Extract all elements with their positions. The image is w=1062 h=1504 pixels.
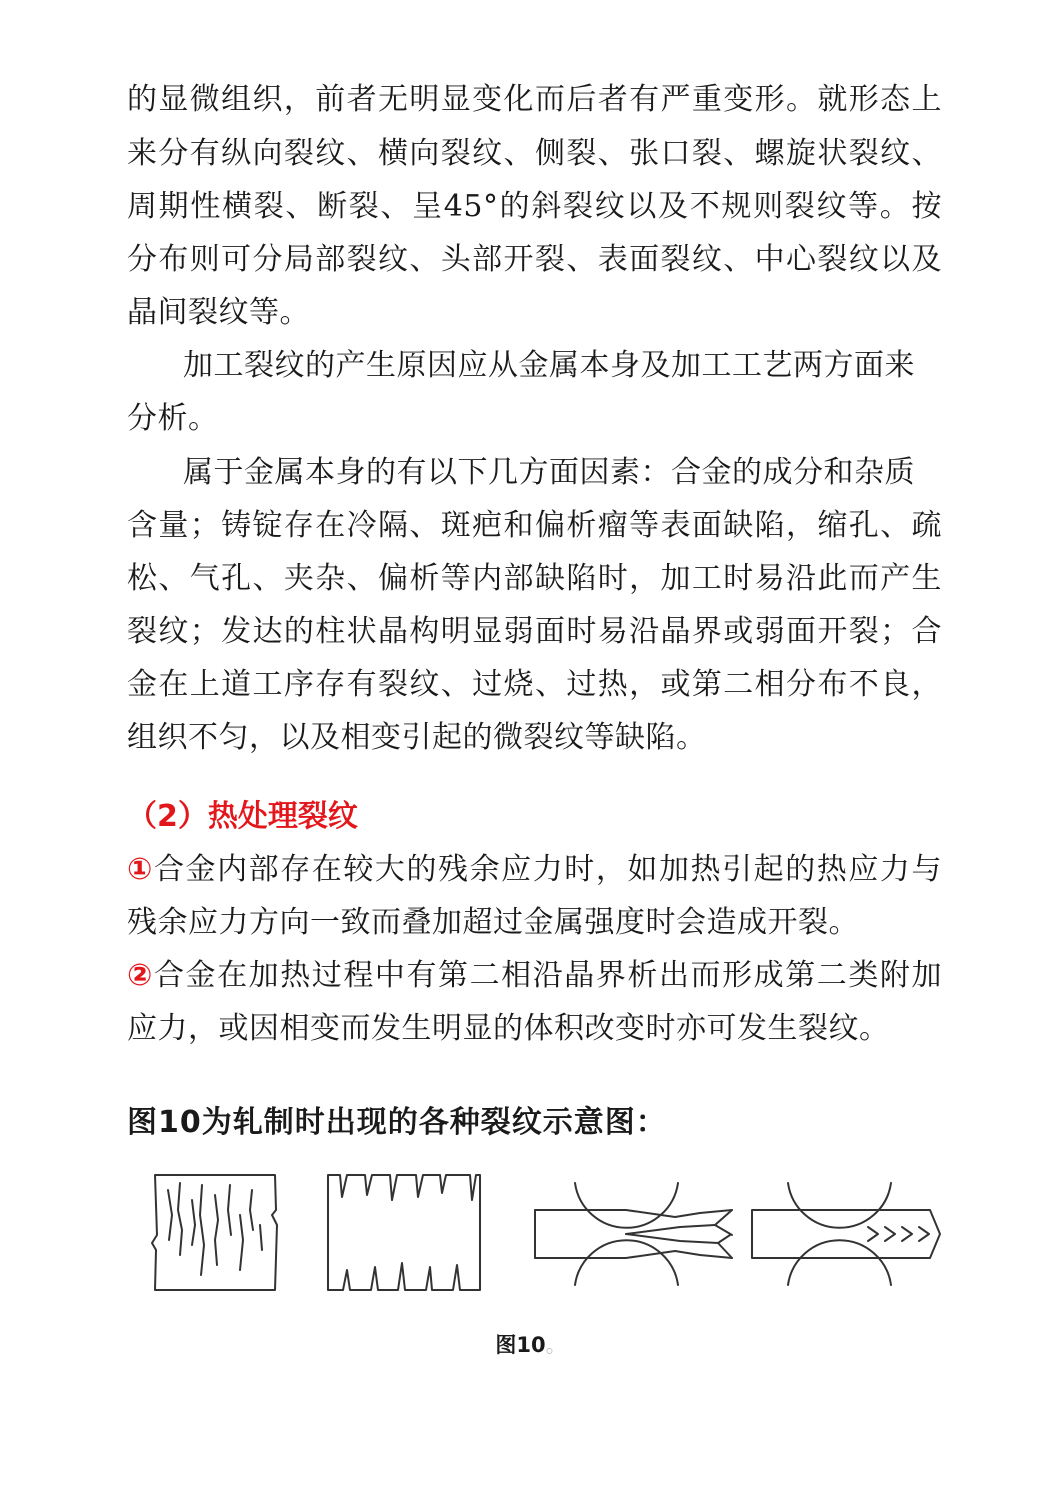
figure-intro: 图10为轧制时出现的各种裂纹示意图： bbox=[127, 1105, 667, 1140]
crack-diagram bbox=[140, 1155, 960, 1305]
paragraph-line: 组织不匀，以及相变引起的微裂纹等缺陷。 bbox=[127, 720, 707, 755]
list-item-2-line-1 bbox=[127, 958, 942, 994]
list-item-2-line-2: 应力，或因相变而发生明显的体积改变时亦可发生裂纹。 bbox=[127, 1011, 890, 1046]
paragraph-line: 分布则可分局部裂纹、头部开裂、表面裂纹、中心裂纹以及 bbox=[127, 242, 942, 277]
list-item-1-line-1 bbox=[127, 852, 942, 888]
paragraph-line: 金在上道工序存有裂纹、过烧、过热，或第二相分布不良， bbox=[127, 667, 942, 702]
caption-dot: 。 bbox=[545, 1333, 567, 1357]
item-text: 合金在加热过程中有第二相沿晶界析出而形成第二类附加 bbox=[153, 958, 942, 993]
paragraph-line: 来分有纵向裂纹、横向裂纹、侧裂、张口裂、螺旋状裂纹、 bbox=[127, 136, 942, 171]
paragraph-line: 属于金属本身的有以下几方面因素：合金的成分和杂质 bbox=[183, 455, 915, 490]
paragraph-line: 晶间裂纹等。 bbox=[127, 295, 310, 330]
paragraph-line: 含量；铸锭存在冷隔、斑疤和偏析瘤等表面缺陷，缩孔、疏 bbox=[127, 508, 942, 543]
section-heading: （2）热处理裂纹 bbox=[127, 799, 358, 834]
paragraph-line: 分析。 bbox=[127, 401, 219, 436]
item-text: 合金内部存在较大的残余应力时，如加热引起的热应力与 bbox=[153, 852, 942, 887]
edge-cracks-slab bbox=[328, 1175, 480, 1290]
caption-text: 图10 bbox=[495, 1333, 546, 1357]
list-item-1-line-2: 残余应力方向一致而叠加超过金属强度时会造成开裂。 bbox=[127, 905, 859, 940]
paragraph-line: 周期性横裂、断裂、呈45°的斜裂纹以及不规则裂纹等。按 bbox=[127, 189, 942, 224]
paragraph-line: 加工裂纹的产生原因应从金属本身及加工工艺两方面来 bbox=[183, 348, 915, 383]
paragraph-line: 裂纹；发达的柱状晶构明显弱面时易沿晶界或弱面开裂；合 bbox=[127, 614, 942, 649]
center-crack-rolling bbox=[752, 1183, 940, 1285]
item-number-1: ① bbox=[127, 852, 154, 887]
item-number-2: ② bbox=[127, 958, 154, 993]
paragraph-line: 松、气孔、夹杂、偏析等内部缺陷时，加工时易沿此而产生 bbox=[127, 561, 942, 596]
paragraph-line: 的显微组织，前者无明显变化而后者有严重变形。就形态上 bbox=[127, 82, 942, 117]
longitudinal-cracks-slab bbox=[152, 1175, 277, 1290]
split-end-rolling bbox=[535, 1183, 732, 1285]
figure-caption bbox=[0, 1329, 1062, 1359]
